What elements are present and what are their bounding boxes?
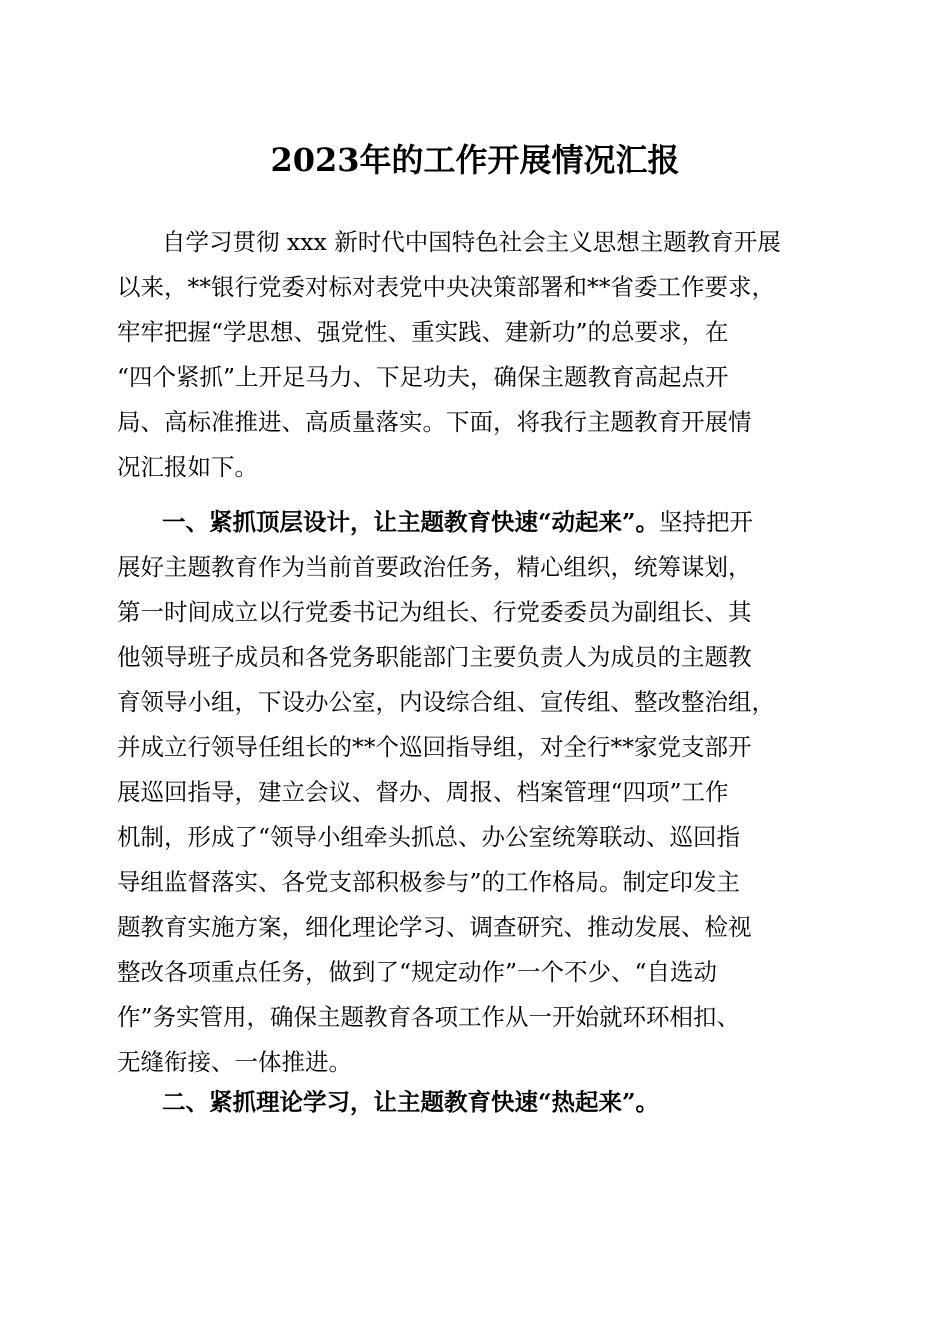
section-2-heading: 二、紧抓理论学习，让主题教育快速“热起来”。 [162,1088,660,1116]
paragraph-line: 无缝衔接、一体推进。 [117,1048,352,1076]
paragraph-line: “四个紧抓”上开足马力、下足功夫，确保主题教育高起点开 [117,363,729,391]
section-1-first-line [117,500,835,545]
paragraph-line: 育领导小组，下设办公室，内设综合组、宣传组、整改整治组， [117,688,775,716]
section-1-first-line-rest: 坚持把开 [659,508,754,536]
paragraph-line: 作”务实管用，确保主题教育各项工作从一开始就环环相扣、 [117,1003,741,1031]
paragraph-line: 以来，**银行党委对标对表党中央决策部署和**省委工作要求， [117,273,775,301]
paragraph-line: 牢牢把握“学思想、强党性、重实践、建新功”的总要求，在 [117,318,729,346]
paragraph-line: 题教育实施方案，细化理论学习、调查研究、推动发展、检视 [117,913,752,941]
paragraph-line: 整改各项重点任务，做到了“规定动作”一个不少、“自选动 [117,958,718,986]
paragraph-line: 展好主题教育作为当前首要政治任务，精心组织，统筹谋划， [117,553,752,581]
paragraph-line: 导组监督落实、各党支部积极参与”的工作格局。制定印发主 [117,868,741,896]
paragraph-line: 并成立行领导任组长的**个巡回指导组，对全行**家党支部开 [117,733,752,761]
paragraph-line: 机制，形成了“领导小组牵头抓总、办公室统筹联动、巡回指 [117,823,741,851]
paragraph-line: 局、高标准推进、高质量落实。下面，将我行主题教育开展情 [117,408,752,436]
intro-paragraph [117,220,835,490]
section-2-paragraph [117,1080,835,1125]
paragraph-line: 展巡回指导，建立会议、督办、周报、档案管理“四项”工作 [117,778,729,806]
paragraph-line: 他领导班子成员和各党务职能部门主要负责人为成员的主题教 [117,643,752,671]
paragraph-line: 自学习贯彻 xxx 新时代中国特色社会主义思想主题教育开展 [162,228,781,256]
document-title: 2023年的工作开展情况汇报 [270,141,680,179]
paragraph-line: 况汇报如下。 [117,453,258,481]
section-1-heading: 一、紧抓顶层设计，让主题教育快速“动起来”。 [162,508,660,536]
paragraph-line: 第一时间成立以行党委书记为组长、行党委委员为副组长、其 [117,598,752,626]
section-1-paragraph [117,500,835,1085]
